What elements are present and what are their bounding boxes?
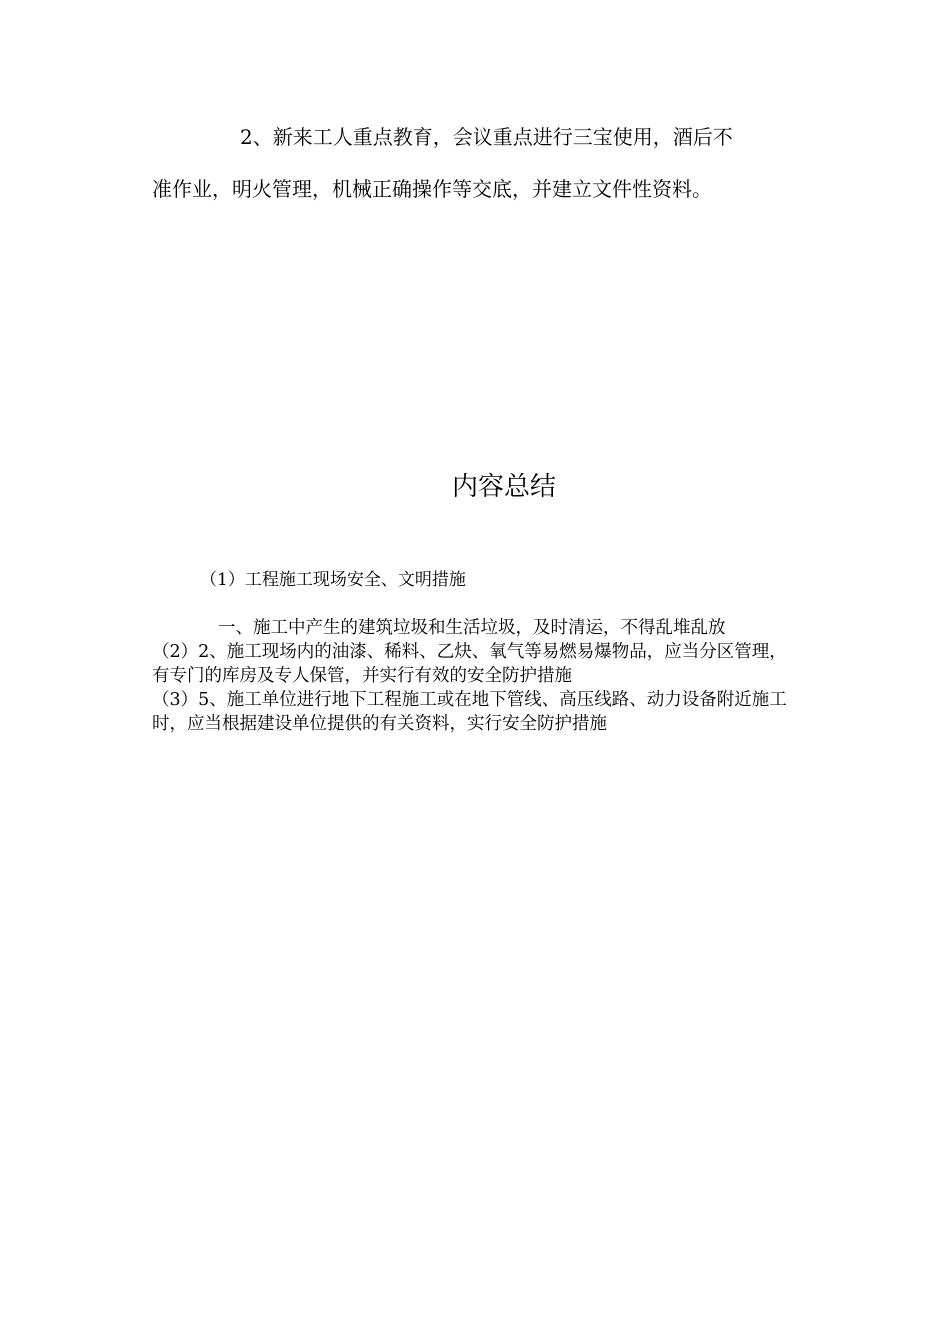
summary-paragraph: （3）5、施工单位进行地下工程施工或在地下管线、高压线路、动力设备附近施工时，应当根据建设单位提供的有关资料，实行安全防护措施	[152, 690, 787, 734]
summary-subtitle: （1）工程施工现场安全、文明措施	[200, 570, 466, 590]
summary-paragraph: 一、施工中产生的建筑垃圾和生活垃圾，及时清运，不得乱堆乱放	[218, 618, 726, 638]
summary-body	[152, 616, 802, 736]
summary-paragraph: （2）2、施工现场内的油漆、稀料、乙炔、氧气等易燃易爆物品，应当分区管理，有专门的库房及专人保管，并实行有效的安全防护措施	[152, 642, 787, 686]
body-text-line: 2、新来工人重点教育，会议重点进行三宝使用，酒后不	[240, 125, 733, 149]
summary-title: 内容总结	[451, 472, 556, 502]
body-text-line: 准作业，明火管理，机械正确操作等交底，并建立文件性资料。	[152, 177, 712, 201]
